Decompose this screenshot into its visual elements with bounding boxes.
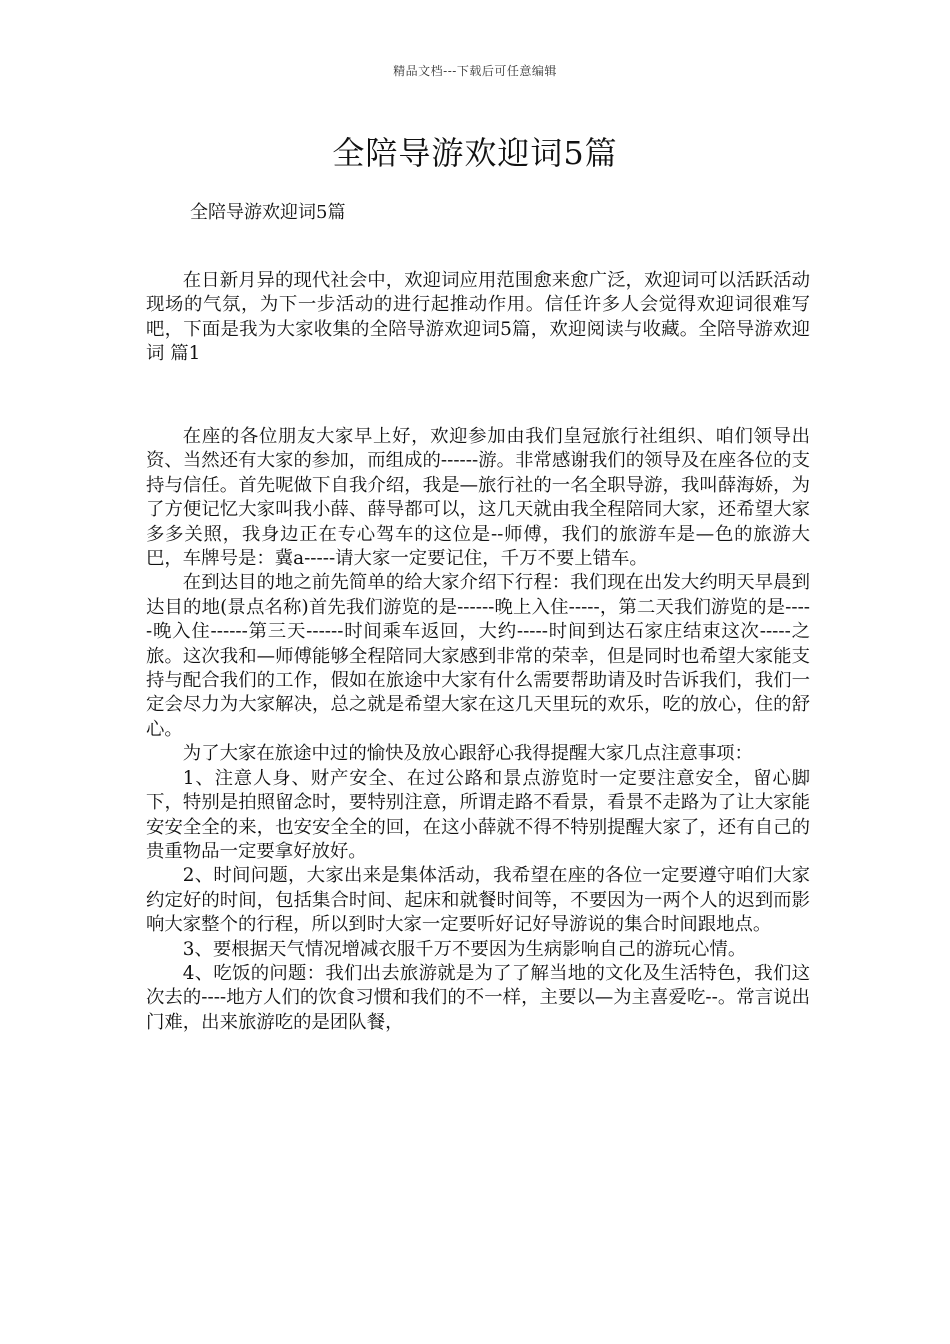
intro-paragraph: 在日新月异的现代社会中，欢迎词应用范围愈来愈广泛，欢迎词可以活跃活动现场的气氛，为下一步活动的进行起推动作用。信任许多人会觉得欢迎词很难写吧，下面是我为大家收集的全陪导游欢迎词5篇，欢迎阅读与收藏。全陪导游欢迎词 篇1 [146,270,810,365]
paragraph-itinerary: 在到达目的地之前先简单的给大家介绍下行程：我们现在出发大约明天早晨到达目的地(景点名称)首先我们游览的是------晚上入住-----，第二天我们游览的是-----晚入住------第三天------时间乘车返回，大约-----时间到达石家庄结束这次-----之旅。这次我和—师傅能够全程陪同大家感到非常的荣幸，但是同时也希望大家能支持与配合我们的工作，假如在旅途中大家有什么需要帮助请及时告诉我们，我们一定会尽力为大家解决，总之就是希望大家在这几天里玩的欢乐，吃的放心，住的舒心。 [146,572,810,740]
header-note: 精品文档---下载后可任意编辑 [393,64,557,78]
paragraph-notice-time: 2、时间问题，大家出来是集体活动，我希望在座的各位一定要遵守咱们大家约定好的时间，包括集合时间、起床和就餐时间等，不要因为一两个人的迟到而影响大家整个的行程，所以到时大家一定要听好记好导游说的集合时间跟地点。 [146,865,810,936]
paragraph-notice-meals: 4、吃饭的问题：我们出去旅游就是为了了解当地的文化及生活特色，我们这次去的----地方人们的饮食习惯和我们的不一样，主要以—为主喜爱吃--。常言说出门难，出来旅游吃的是团队餐， [146,962,810,1033]
paragraph-notice-intro: 为了大家在旅途中过的愉快及放心跟舒心我得提醒大家几点注意事项： [182,743,753,765]
intro-section [146,269,810,367]
paragraph-greeting: 在座的各位朋友大家早上好，欢迎参加由我们皇冠旅行社组织、咱们领导出资、当然还有大家的参加，而组成的------游。非常感谢我们的领导及在座各位的支持与信任。首先呢做下自我介绍，我是—旅行社的一名全职导游，我叫薛海娇，为了方便记忆大家叫我小薛、薛导都可以，这几天就由我全程陪同大家，还希望大家多多关照，我身边正在专心驾车的这位是--师傅，我们的旅游车是—色的旅游大巴，车牌号是：冀a-----请大家一定要记住，千万不要上错车。 [146,426,810,570]
document-subtitle: 全陪导游欢迎词5篇 [190,202,346,223]
paragraph-notice-weather: 3、要根据天气情况增减衣服千万不要因为生病影响自己的游玩心情。 [182,938,747,960]
document-title: 全陪导游欢迎词5篇 [332,134,618,172]
paragraph-notice-safety: 1、注意人身、财产安全、在过公路和景点游览时一定要注意安全，留心脚下，特别是拍照留念时，要特别注意，所谓走路不看景，看景不走路为了让大家能安安全全的来，也安安全全的回，在这小薛就不得不特别提醒大家了，还有自己的贵重物品一定要拿好放好。 [146,767,810,862]
main-section [146,425,810,1035]
